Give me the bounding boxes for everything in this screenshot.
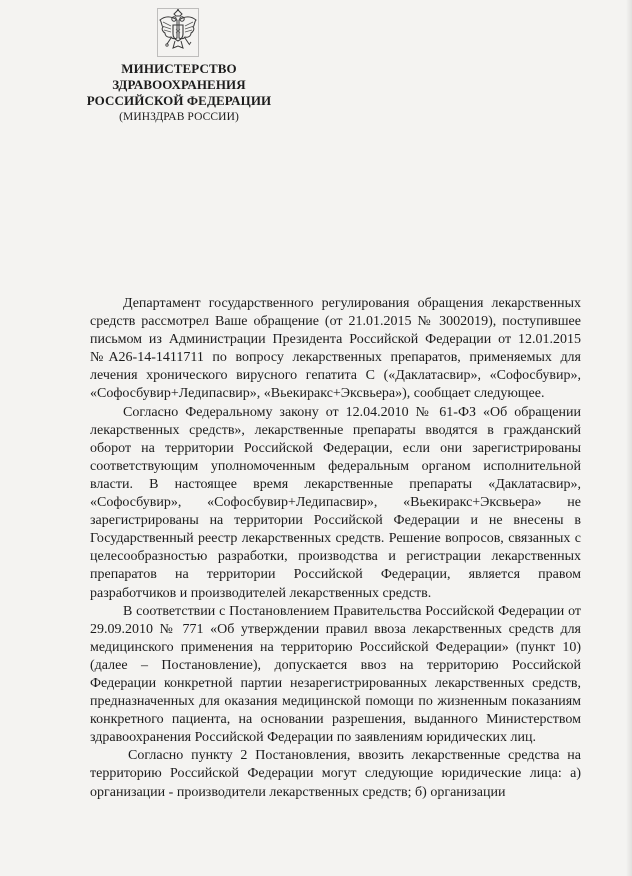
letter-body bbox=[90, 295, 581, 802]
paragraph: В соответствии с Постановлением Правительства Российской Федерации от 29.09.2010 № 771 «Об утверждении правил ввоза лекарственных средств для медицинского применения на территорию Российской Федерации» (пункт 10) (далее – Постановление), допускается ввоз на территорию Российской Федерации конкретной партии незарегистрированных лекарственных средств, предназначенных для оказания медицинской помощи по жизненным показаниям конкретного пациента, на основании разрешения, выданного Министерством здравоохранения Российской Федерации по заявлениям юридических лиц. bbox=[90, 603, 581, 746]
letterhead-line: РОССИЙСКОЙ ФЕДЕРАЦИИ bbox=[86, 93, 272, 108]
paragraph: Департамент государственного регулирования обращения лекарственных средств рассмотрел Ваше обращение (от 21.01.2015 № 3002019), поступившее письмом из Администрации Президента Российской Федерации от 12.01.2015 №А26-14-1411711 по вопросу лекарственных препаратов, применяемых для лечения хронического вирусного гепатита С («Даклатасвир», «Софосбувир», «Софосбувир+Ледипасвир», «Вьекиракс+Эксвьера»), сообщает следующее. bbox=[90, 296, 581, 402]
letterhead-line: МИНИСТЕРСТВО bbox=[121, 61, 237, 76]
russian-coat-of-arms-icon bbox=[157, 8, 199, 58]
paragraph: Согласно Федеральному закону от 12.04.2010 № 61-ФЗ «Об обращении лекарственных средств», лекарственные препараты вводятся в гражданский оборот на территории Российской Федерации, если они зарегистрированы соответствующим уполномоченным федеральным органом исполнительной власти. В настоящее время лекарственные препараты «Даклатасвир», «Софосбувир», «Софосбувир+Ледипасвир», «Вьекиракс+Эксвьера» не зарегистрированы на территории Российской Федерации и не внесены в Государственный реестр лекарственных средств. Решение вопросов, связанных с целесообразностью разработки, производства и регистрации лекарственных препаратов на территории Российской Федерации, является правом разработчиков и производителей лекарственных средств. bbox=[90, 404, 581, 601]
letterhead-line: ЗДРАВООХРАНЕНИЯ bbox=[112, 77, 246, 92]
page-edge-shadow bbox=[626, 0, 632, 876]
letterhead bbox=[70, 61, 288, 125]
ministry-abbreviation: (МИНЗДРАВ РОССИИ) bbox=[119, 111, 239, 123]
paragraph: Согласно пункту 2 Постановления, ввозить лекарственные средства на территорию Российской Федерации могут следующие юридические лица: а) организации - производители лекарственных средств; б) организации bbox=[90, 748, 581, 800]
